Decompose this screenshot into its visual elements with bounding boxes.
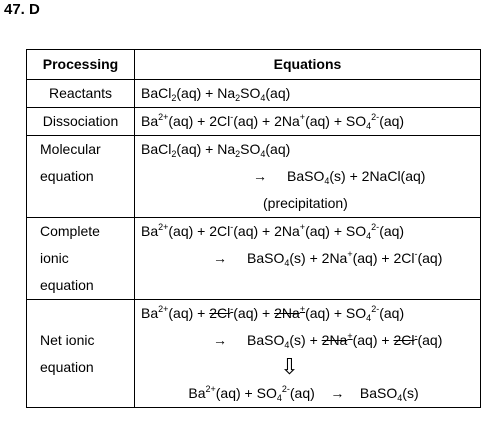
label-net-ionic: Net ionic equation (27, 300, 135, 408)
label-dissociation: Dissociation (27, 108, 135, 136)
right-arrow-icon: → (213, 332, 227, 348)
equation-reactants: BaCl$_2$(aq) + $Na_2SO_4(aq)$ (135, 80, 481, 108)
table-row-molecular (27, 136, 481, 218)
cancelled-sodium: 2Na+ (321, 331, 353, 348)
equation-dissociation: $Ba^{2+}(aq) + 2Cl^-(aq) + 2Na^+(aq) + SO_4^{2-}(aq)$ (135, 108, 481, 136)
right-arrow-icon: → (253, 168, 267, 184)
cancelled-chloride: 2Cl- (393, 331, 418, 348)
table-row-reactants (27, 80, 481, 108)
label-molecular: Molecular equation (27, 136, 135, 218)
down-arrow-icon: ⇩ (280, 354, 299, 379)
table-row-net-ionic (27, 300, 481, 408)
cancelled-chloride: 2Cl- (209, 304, 234, 321)
cancelled-sodium: 2Na+ (274, 304, 306, 321)
equation-complete-ionic: $Ba^{2+}(aq) + 2Cl^-(aq) + 2Na^+(aq) + SO_4^{2-}(aq)$ → BaSO$_4$(s) + 2Na+(aq) + 2Cl-(aq) (135, 218, 481, 300)
label-reactants: Reactants (27, 80, 135, 108)
right-arrow-icon: → (330, 385, 345, 401)
table-row-dissociation (27, 108, 481, 136)
equation-net-ionic: $Ba^{2+}(aq) + 2Cl^-(aq) + 2Na^+(aq) + SO_4^{2-}(aq)$ → BaSO$_4$(s) + 2Na+(aq) + 2Cl-(aq) ⇩ $Ba^{2+}(aq) + SO_4^{2-}(aq)$ → BaSO$_4$(s) (135, 300, 481, 408)
precipitation-note: (precipitation) (263, 195, 348, 211)
table-row-complete-ionic (27, 218, 481, 300)
equations-table (26, 49, 481, 408)
header-equations: Equations (135, 50, 481, 80)
equation-molecular: BaCl$_2$(aq) + $Na_2SO_4(aq)$ → BaSO$_4$(s) + 2NaCl(aq) (precipitation) (135, 136, 481, 218)
question-number: 47. D (4, 1, 40, 18)
label-complete-ionic: Complete ionic equation (27, 218, 135, 300)
header-processing: Processing (27, 50, 135, 80)
right-arrow-icon: → (213, 250, 227, 266)
table-header-row (27, 50, 481, 80)
